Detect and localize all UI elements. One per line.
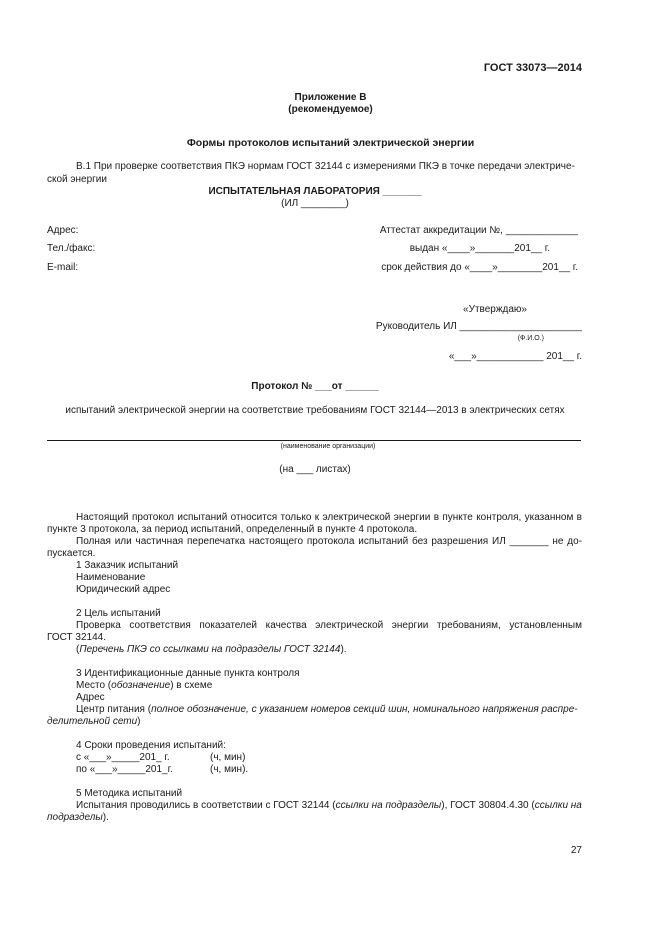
page-number: 27 — [570, 845, 582, 856]
organization-name-caption: (наименование организации) — [280, 443, 376, 450]
method-ref-b-cont: подразделы — [47, 812, 103, 823]
note-open-paren: ( — [76, 644, 80, 655]
appendix-title: Приложение В — [294, 92, 367, 103]
section-4-from-time: (ч, мин) — [210, 752, 246, 763]
section-3-center-line-2 — [47, 716, 141, 727]
accreditation-issued: выдан «____»_______201__ г. — [409, 243, 550, 254]
lab-title: ИСПЫТАТЕЛЬНАЯ ЛАБОРАТОРИЯ _______ — [208, 186, 422, 197]
paragraph-2-line-2: пускается. — [47, 548, 96, 559]
section-title: Формы протоколов испытаний электрической энергии — [186, 137, 475, 149]
approval-fio-caption: (Ф.И.О.) — [517, 335, 544, 342]
protocol-sheets: (на ___ листах) — [279, 464, 351, 475]
intro-line-1: В.1 При проверке соответствия ПКЭ нормам ГОСТ 32144 с измерениями ПКЭ в точке передачи электриче- — [76, 161, 575, 172]
note-close-paren: ). — [340, 644, 347, 655]
section-3-place — [76, 680, 212, 691]
section-4-to-time: (ч, мин). — [210, 764, 249, 775]
method-ref-b: ссылки на — [534, 800, 582, 811]
section-1-address: Юридический адрес — [76, 584, 171, 595]
address-label: Адрес: — [47, 225, 79, 236]
intro-line-2: ской энергии — [47, 174, 107, 185]
appendix-status: (рекомендуемое) — [288, 104, 373, 115]
section-4-to-date: по «___»_____201_г. — [76, 764, 173, 775]
note-text: Перечень ПКЭ со ссылками на подразделы ГОСТ 32144 — [79, 644, 341, 655]
place-prefix: Место ( — [76, 680, 112, 691]
section-3-title: 3 Идентификационные данные пункта контроля — [76, 668, 300, 679]
section-5-line-1 — [76, 800, 582, 811]
approval-head: Руководитель ИЛ ______________________ — [375, 321, 582, 332]
approval-date: «___»____________ 201__ г. — [448, 351, 582, 362]
method-text-b: ), ГОСТ 30804.4.30 ( — [441, 800, 535, 811]
method-ref-a: ссылки на подразделы — [335, 800, 442, 811]
accreditation-validity: срок действия до «____»________201__ г. — [381, 262, 578, 273]
center-close-paren: ) — [137, 716, 141, 727]
section-2-title: 2 Цель испытаний — [76, 608, 161, 619]
email-label: E-mail: — [47, 262, 79, 273]
place-suffix: ) в схеме — [170, 680, 213, 691]
lab-code: (ИЛ ________) — [281, 198, 349, 209]
method-text-a: Испытания проводились в соответствии с ГОСТ 32144 ( — [76, 800, 336, 811]
section-2-line-1: Проверка соответствия показателей качества электрической энергии требованиям, установленным — [76, 620, 582, 631]
section-4-title: 4 Сроки проведения испытаний: — [76, 740, 226, 751]
approval-stamp: «Утверждаю» — [463, 304, 527, 315]
phone-label: Тел./факс: — [47, 243, 96, 254]
protocol-title: Протокол № ___от ______ — [251, 381, 379, 392]
section-3-center-line-1 — [76, 704, 578, 715]
paragraph-2-line-1: Полная или частичная перепечатка настоящего протокола испытаний без разрешения ИЛ _______ не до- — [76, 536, 582, 547]
section-1-name: Наименование — [76, 572, 146, 583]
section-5-title: 5 Методика испытаний — [76, 788, 183, 799]
place-designation: обозначение — [111, 680, 171, 691]
method-close: ). — [102, 812, 109, 823]
center-description-cont: делительной сети — [47, 716, 138, 727]
center-prefix: Центр питания ( — [76, 704, 152, 715]
paragraph-1-line-1: Настоящий протокол испытаний относится только к электрической энергии в пункте контроля, указанном в — [76, 512, 582, 523]
section-5-line-2 — [47, 812, 109, 823]
section-2-line-2: ГОСТ 32144. — [47, 632, 106, 643]
paragraph-1-line-2: пункте 3 протокола, за период испытаний, определенный в пункте 4 протокола. — [47, 524, 418, 535]
center-description: полное обозначение, с указанием номеров секций шин, номинального напряжения распре- — [151, 704, 578, 715]
section-4-from-date: с «___»_____201_ г. — [76, 752, 170, 763]
section-3-address: Адрес — [76, 692, 105, 703]
document-standard-number: ГОСТ 33073—2014 — [483, 62, 582, 74]
accreditation-certificate: Аттестат аккредитации №, _____________ — [379, 225, 578, 236]
protocol-subject: испытаний электрической энергии на соответствие требованиям ГОСТ 32144—2013 в электрических сетях — [65, 405, 565, 416]
organization-name-line — [47, 440, 581, 441]
section-2-note — [76, 644, 347, 655]
section-1-title: 1 Заказчик испытаний — [76, 560, 179, 571]
